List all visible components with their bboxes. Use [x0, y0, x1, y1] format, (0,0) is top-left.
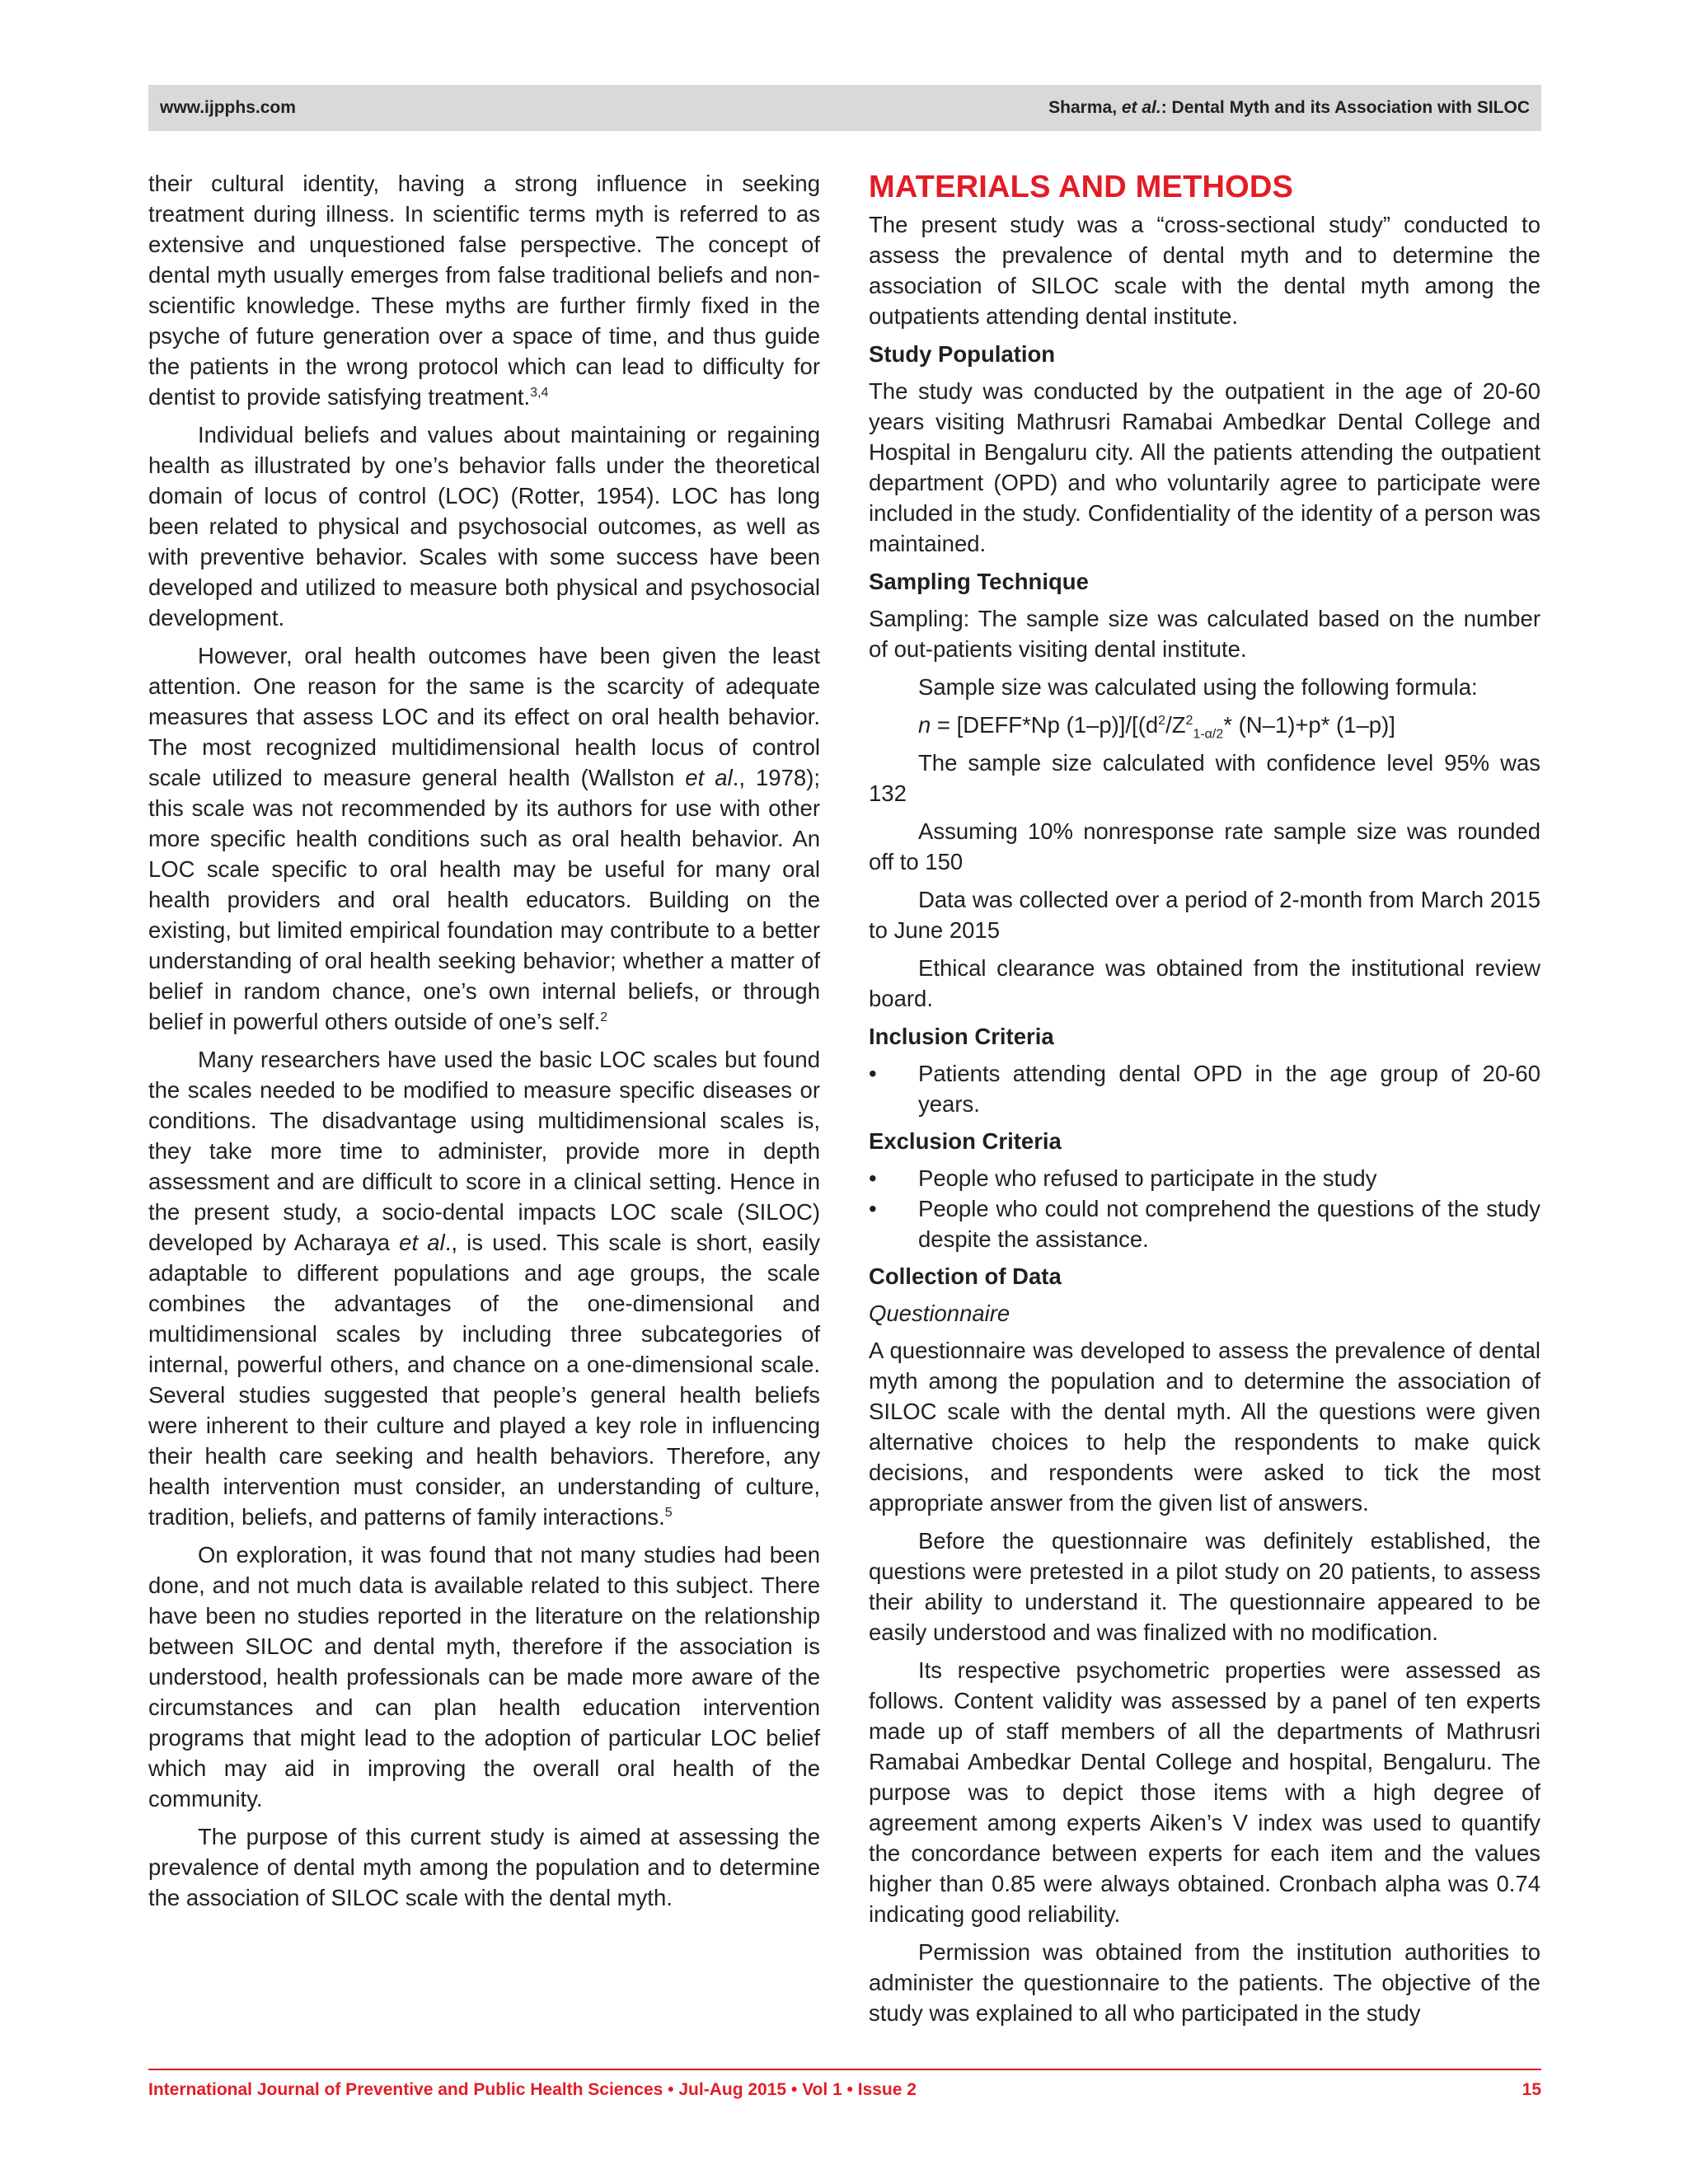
paragraph: Permission was obtained from the institution authorities to administer the questionnaire to the patients. The objective of the study was explained to all who participated in the study — [869, 1939, 1540, 2026]
list-item: • Patients attending dental OPD in the age group of 20-60 years. — [869, 1058, 1540, 1119]
paragraph: On exploration, it was found that not many studies had been done, and not much data is available related to this subject. There have been no studies reported in the literature on the relationship between SILOC and dental myth, therefore if the association is understood, health professionals can be made more aware of the circumstances and can plan health education intervention programs that might lead to the adoption of particular LOC belief which may aid in improving the overall oral health of the community. — [148, 1542, 820, 1811]
bullet-icon: • — [869, 1196, 877, 1221]
bullet-icon: • — [869, 1061, 877, 1086]
paragraph: Assuming 10% nonresponse rate sample size was rounded off to 150 — [869, 818, 1540, 874]
paragraph: Sample size was calculated using the following formula: — [918, 674, 1478, 700]
bullet-icon: • — [869, 1165, 877, 1191]
running-footer — [148, 2080, 1541, 2100]
left-column — [148, 168, 820, 1920]
footer-rule — [148, 2069, 1541, 2070]
subsubsection-heading: Questionnaire — [869, 1301, 1010, 1326]
paragraph: Data was collected over a period of 2-month from March 2015 to June 2015 — [869, 887, 1540, 943]
subsection-heading: Sampling Technique — [869, 569, 1089, 594]
paragraph: The purpose of this current study is aimed at assessing the prevalence of dental myth among the population and to determine the association of SILOC scale with the dental myth. — [148, 1824, 820, 1910]
subsection-heading: Collection of Data — [869, 1263, 1062, 1289]
subsection-heading: Exclusion Criteria — [869, 1128, 1062, 1154]
exclusion-list — [869, 1163, 1540, 1254]
journal-website: www.ijpphs.com — [160, 98, 296, 117]
list-item: • People who refused to participate in the study — [869, 1163, 1540, 1193]
paragraph: However, oral health outcomes have been given the least attention. One reason for the same is the scarcity of adequate measures that assess LOC and its effect on oral health behavior. The most recognized multidimensional health locus of control scale utilized to measure general health (Wallston et al., 1978); this scale was not recommended by its authors for use with other more specific health conditions such as oral health behavior. An LOC scale specific to oral health may be useful for many oral health providers and oral health educators. Building on the existing, but limited empirical foundation may contribute to a better understanding of oral health seeking behavior; whether a matter of belief in random chance, one’s own internal beliefs, or through belief in powerful others outside of one’s self.$^2$ — [148, 643, 820, 1034]
paragraph: Many researchers have used the basic LOC scales but found the scales needed to be modified to measure specific diseases or conditions. The disadvantage using multidimensional scales is, they take more time to administer, provide more in depth assessment and are difficult to score in a clinical setting. Hence in the present study, a socio-dental impacts LOC scale (SILOC) developed by Acharaya et al., is used. This scale is short, easily adaptable to different populations and age groups, the scale combines the advantages of the one-dimensional and multidimensional scales by including three subcategories of internal, powerful others, and chance on a one-dimensional scale. Several studies suggested that people’s general health beliefs were inherent to their culture and played a key role in influencing their health care seeking and health behaviors. Therefore, any health intervention must consider, an understanding of culture, tradition, beliefs, and patterns of family interactions.$^5$ — [148, 1047, 820, 1530]
paragraph: The study was conducted by the outpatient in the age of 20-60 years visiting Mathrusri Ramabai Ambedkar Dental College and Hospital in Bengaluru city. All the patients attending the outpatient department (OPD) and who voluntarily agree to participate were included in the study. Confidentiality of the identity of a person was maintained. — [869, 378, 1540, 556]
paragraph: The present study was a “cross-sectional study” conducted to assess the prevalence of dental myth and to determine the association of SILOC scale with the dental myth among the outpatients attending dental institute. — [869, 212, 1540, 329]
inclusion-list — [869, 1058, 1540, 1119]
list-item: • People who could not comprehend the questions of the study despite the assistance. — [869, 1193, 1540, 1254]
citation: 3,4 — [530, 385, 549, 400]
paragraph: Its respective psychometric properties were assessed as follows. Content validity was assessed by a panel of ten experts made up of staff members of all the departments of Mathrusri Ramabai Ambedkar Dental College and hospital, Bengaluru. The purpose was to depict those items with a high degree of agreement among experts Aiken’s V index was used to quantify the concordance between experts for each item and the values higher than 0.85 were always obtained. Cronbach alpha was 0.74 indicating good reliability. — [869, 1657, 1540, 1927]
subsection-heading: Inclusion Criteria — [869, 1024, 1054, 1049]
paragraph: Sampling: The sample size was calculated based on the number of out-patients visiting dental institute. — [869, 606, 1540, 662]
paragraph: A questionnaire was developed to assess the prevalence of dental myth among the population and to determine the association of SILOC scale with the dental myth. All the questions were given alternative choices to help the respondents to make quick decisions, and respondents were asked to tick the most appropriate answer from the given list of answers. — [869, 1338, 1540, 1516]
citation: 2 — [600, 1010, 608, 1024]
paragraph: The sample size calculated with confidence level 95% was 132 — [869, 750, 1540, 806]
paragraph: Ethical clearance was obtained from the institutional review board. — [869, 955, 1540, 1011]
paragraph: their cultural identity, having a strong influence in seeking treatment during illness. In scientific terms myth is referred to as extensive and unquestioned false perspective. The concept of dental myth usually emerges from false traditional beliefs and non-scientific knowledge. These myths are further firmly fixed in the psyche of future generation over a space of time, and thus guide the patients in the wrong protocol which can lead to difficulty for dentist to provide satisfying treatment.$^{3,4}$ — [148, 171, 820, 410]
citation: 5 — [664, 1505, 673, 1520]
journal-citation: International Journal of Preventive and Public Health Sciences • Jul-Aug 2015 • Vol 1 • Issue 2 — [148, 2080, 917, 2099]
paragraph: Individual beliefs and values about maintaining or regaining health as illustrated by one’s behavior falls under the theoretical domain of locus of control (LOC) (Rotter, 1954). LOC has long been related to physical and psychosocial outcomes, as well as with preventive behavior. Scales with some success have been developed and utilized to measure both physical and psychosocial development. — [148, 422, 820, 630]
running-title: Sharma, et al.: Dental Myth and its Association with SILOC — [1048, 98, 1530, 117]
subsection-heading: Study Population — [869, 341, 1056, 367]
paragraph: Before the questionnaire was definitely established, the questions were pretested in a pilot study on 20 patients, to assess their ability to understand it. The questionnaire appeared to be easily understood and was finalized with no modification. — [869, 1528, 1540, 1645]
page-number: 15 — [1522, 2080, 1541, 2099]
running-header — [148, 85, 1541, 131]
right-column — [869, 168, 1540, 2036]
section-title: MATERIALS AND METHODS — [869, 170, 1294, 204]
sample-size-formula: n = [DEFF*Np $(1-p)]/[(d^2/Z^2_{1-\alpha/2}*$ (N–1)+p* (1–p)] — [918, 712, 1395, 742]
